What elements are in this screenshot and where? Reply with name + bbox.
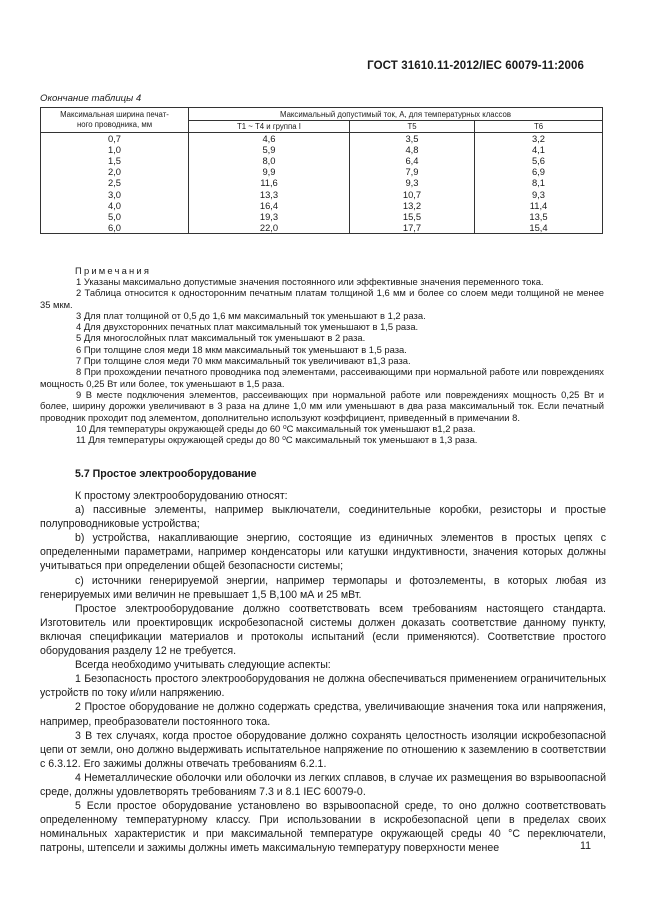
table-cell: 13,5 [475,211,603,222]
note-item: 3 Для плат толщиной от 0,5 до 1,6 мм максимальный ток уменьшают в 1,2 раза. [76,309,426,321]
current-table [40,107,603,234]
table-cell: 6,9 [475,166,603,177]
section-title: 5.7 Простое электрооборудование [75,468,257,480]
col1-header-line2: ного проводника, мм [76,120,153,129]
table-cell: 8,1 [475,177,603,188]
note-item: 6 При толщине слоя меди 18 мкм максимальный ток уменьшают в 1,5 раза. [76,343,407,355]
table-cell: 2,5 [41,177,189,188]
section-paragraph: c) источники генерируемой энергии, например термопары и фотоэлементы, в которых любая из генерируемых ими величин не превышает 1,5 В,100 мА и 25 мВт. [40,574,606,601]
note-item: 7 При толщине слоя меди 70 мкм максимальный ток увеличивают в1,3 раза. [76,355,411,367]
table-row [41,211,603,222]
table-cell: 13,2 [350,200,475,211]
notes-list [40,276,604,445]
table-cell: 3,0 [41,188,189,199]
table-cell: 22,0 [189,222,350,234]
col1-header-line1: Максимальная ширина печат- [60,110,169,119]
table-row [41,188,603,199]
note-item: 10 Для температуры окружающей среды до 60 ⁰С максимальный ток уменьшают в1,2 раза. [76,422,476,434]
section-paragraph: К простому электрооборудованию относят: [75,490,288,502]
section-paragraph: 3 В тех случаях, когда простое оборудование должно сохранять целостность изоляции искробезопасной цепи от земли, оно должно выдерживать испытательное напряжение по отношению к заземлению в соответствии с 6.3.12. Его зажимы должны отвечать требованиям 6.2.1. [40,729,606,770]
table-cell: 3,2 [475,133,603,145]
subheader-t6: Т6 [475,121,603,133]
table-cell: 11,6 [189,177,350,188]
note-item: 9 В месте подключения элементов, рассеивающих при нормальной работе или повреждениях мощность 0,25 Вт и более, ширину дорожки увеличивают в 3 раза на длине 1,0 мм или уменьшают в два раза максимальный ток. Если печатный проводник проходит под элементом, дополнительно используют коэффициент, приведенный в примечании 8. [40,388,604,423]
col1-header [41,108,189,133]
table-body [41,133,603,234]
table-cell: 10,7 [350,188,475,199]
table-row [41,133,603,145]
table-cell: 6,0 [41,222,189,234]
note-item: 5 Для многослойных плат максимальный ток уменьшают в 2 раза. [76,332,366,344]
standard-header: ГОСТ 31610.11-2012/IEC 60079-11:2006 [367,60,584,72]
table-cell: 5,6 [475,155,603,166]
subheader-t5: Т5 [350,121,475,133]
note-item: 4 Для двухсторонних печатных плат максимальный ток уменьшают в 1,5 раза. [76,321,419,333]
section-paragraph: 1 Безопасность простого электрооборудования не должна обеспечиваться применением ограничительных устройств по току и/или напряжению. [40,673,606,700]
section-paragraph: a) пассивные элементы, например выключатели, соединительные коробки, резисторы и простые полупроводниковые устройства; [40,504,606,531]
table-cell: 5,9 [189,144,350,155]
note-item: 1 Указаны максимально допустимые значения постоянного или эффективные значения переменного тока. [76,276,544,287]
table-cell: 4,1 [475,144,603,155]
table-row [41,166,603,177]
table-cell: 1,0 [41,144,189,155]
section-paragraph: Всегда необходимо учитывать следующие аспекты: [75,659,331,672]
group-header: Максимальный допустимый ток, А, для температурных классов [189,108,603,121]
table-row [41,155,603,166]
table-cell: 11,4 [475,200,603,211]
section-body [40,489,606,855]
section-paragraph: 5 Если простое оборудование установлено во взрывоопасной среде, то оно должно соответствовать определенному температурному классу. При использовании в искробезопасной цепи в пределах своих номинальных характеристик и при максимальной температуре окружающей среды 40 °С переключатели, патроны, штепсели и зажимы должны иметь максимальную температуру поверхности менее [40,800,606,855]
table-row [41,200,603,211]
table-cell: 19,3 [189,211,350,222]
section-paragraph: 4 Неметаллические оболочки или оболочки из легких сплавов, в случае их размещения во взрывоопасной среде, должны удовлетворять требованиям 7.3 и 8.1 IEC 60079-0. [40,771,606,798]
note-item: 11 Для температуры окружающей среды до 80 ⁰С максимальный ток уменьшают в 1,3 раза. [76,434,478,446]
table-cell: 6,4 [350,155,475,166]
section-paragraph: Простое электрооборудование должно соответствовать всем требованиям настоящего стандарта. Изготовитель или проектировщик искробезопасной системы должен доказать соответствие данному пункту, включая спецификации материалов и протоколы испытаний (если применяются). Соответствие простого оборудования разделу 12 не требуется. [40,602,606,658]
table-cell: 5,0 [41,211,189,222]
note-item: 8 При прохождении печатного проводника под элементами, рассеивающими при нормальной работе или повреждениях мощность 0,25 Вт или более, ток уменьшают в 1,5 раза. [40,366,604,389]
table-cell: 17,7 [350,222,475,234]
table-cell: 7,9 [350,166,475,177]
section-paragraph: 2 Простое оборудование не должно содержать средства, увеличивающие значения тока или напряжения, например, преобразователи постоянного тока. [40,701,606,728]
notes-title: Примечания [75,265,152,276]
table-cell: 9,3 [475,188,603,199]
table-cell: 9,3 [350,177,475,188]
table-cell: 4,0 [41,200,189,211]
section-paragraph: b) устройства, накапливающие энергию, состоящие из единичных элементов в простых цепях с определенными параметрами, например конденсаторы или катушки индуктивности, значения которых должны учитываться при определении общей безопасности системы; [40,532,606,573]
subheader-t1-t4: Т1 ~ Т4 и группа I [189,121,350,133]
table-cell: 1,5 [41,155,189,166]
table-cell: 16,4 [189,200,350,211]
page-number: 11 [580,840,591,852]
table-cell: 13,3 [189,188,350,199]
table-caption: Окончание таблицы 4 [40,93,142,104]
table-cell: 0,7 [41,133,189,145]
table-cell: 4,8 [350,144,475,155]
table-cell: 15,4 [475,222,603,234]
table-cell: 15,5 [350,211,475,222]
table-cell: 3,5 [350,133,475,145]
table-row [41,144,603,155]
table-cell: 9,9 [189,166,350,177]
table-cell: 2,0 [41,166,189,177]
note-item: 2 Таблица относится к односторонним печатным платам толщиной 1,6 мм и более со слоем меди толщиной не менее 35 мкм. [40,287,604,310]
table-row [41,177,603,188]
table-cell: 8,0 [189,155,350,166]
table-cell: 4,6 [189,133,350,145]
table-row [41,222,603,234]
